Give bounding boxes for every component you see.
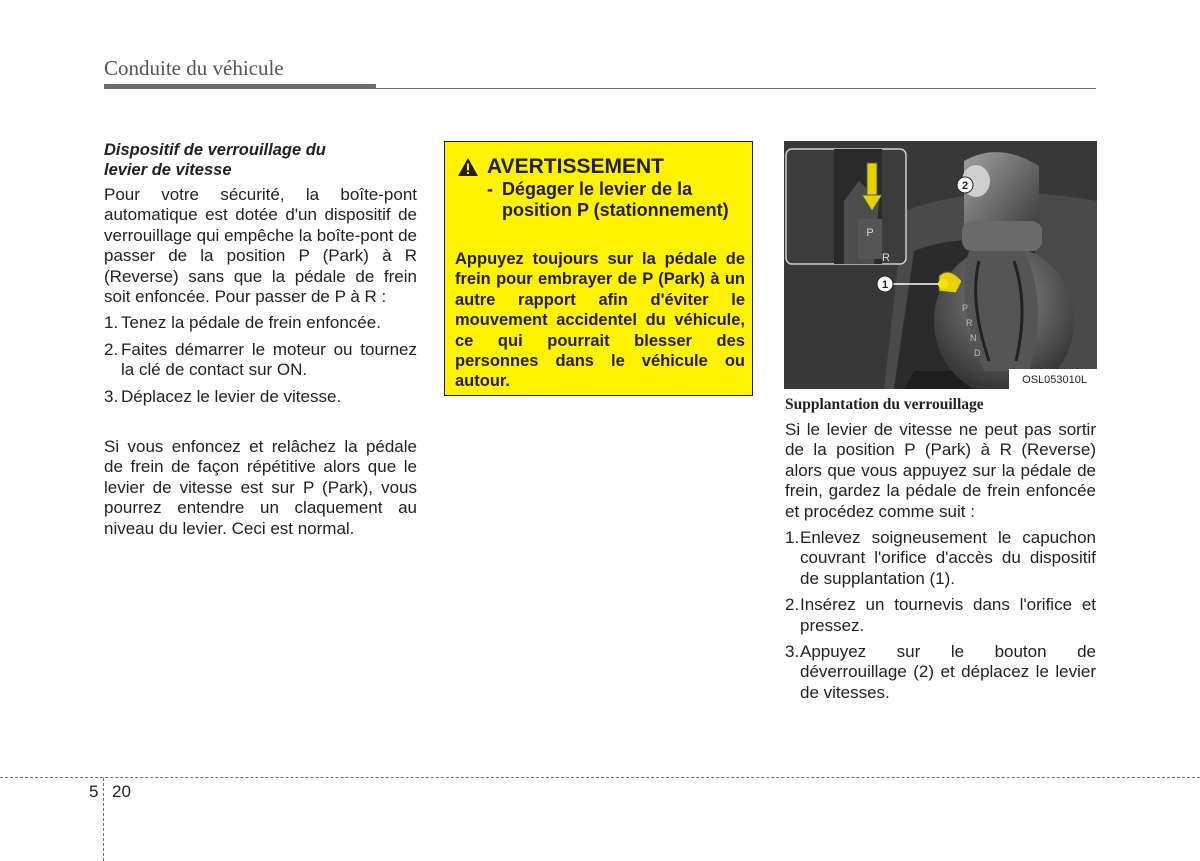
footer-rule: [0, 777, 1200, 778]
section-title-line-2: levier de vitesse: [104, 161, 232, 179]
list-item: [785, 595, 1096, 636]
footer-divider: [103, 778, 104, 861]
section-title: [104, 140, 417, 180]
page-number: 20: [112, 782, 131, 801]
gear-letter-r: R: [882, 252, 890, 264]
list-text: Enlevez soigneusement le capuchon couvrant l'orifice d'accès du dispositif de supplantation (1).: [800, 528, 1096, 588]
list-text: Faites démarrer le moteur ou tournez la clé de contact sur ON.: [121, 339, 417, 380]
note-paragraph: Si vous enfoncez et relâchez la pédale de frein de façon répétitive alors que le levier de vitesse est sur P (Park), vous pourrez entendre un claquement au niveau du levier. Ceci est normal.: [104, 437, 417, 538]
warning-header: [457, 156, 664, 178]
subsection-title: Supplantation du verrouillage: [785, 396, 984, 413]
warning-subtitle-text: Dégager le levier de la position P (stationnement): [502, 179, 729, 220]
header-rule-thin: [376, 88, 1096, 89]
list-item: [785, 642, 1096, 703]
callout-1: 1: [881, 279, 889, 291]
figure-code: OSL053010L: [1022, 374, 1087, 386]
list-item: [104, 387, 417, 407]
warning-triangle-icon: [457, 157, 479, 177]
warning-box: [444, 141, 753, 396]
warning-title: AVERTISSEMENT: [487, 155, 664, 178]
shift-lever-photo: [784, 141, 1097, 389]
override-intro: Si le levier de vitesse ne peut pas sortir de la position P (Park) à R (Reverse) alors que vous appuyez sur la pédale de frein, gardez la pédale de frein enfoncée et procédez comme suit :: [785, 420, 1096, 521]
callout-2: 2: [961, 180, 969, 192]
column-left: [104, 140, 417, 539]
list-text: Appuyez sur le bouton de déverrouillage (2) et déplacez le levier de vitesses.: [800, 642, 1096, 702]
running-header: Conduite du véhicule: [104, 56, 284, 80]
warning-subtitle: [487, 179, 747, 221]
section-title-line-1: Dispositif de verrouillage du: [104, 141, 326, 159]
column-right: [785, 395, 1096, 703]
lever-letter-d: D: [974, 348, 981, 358]
list-item: [104, 313, 417, 333]
list-text: Déplacez le levier de vitesse.: [121, 386, 342, 406]
list-text: Insérez un tournevis dans l'orifice et pressez.: [800, 595, 1096, 635]
intro-paragraph: Pour votre sécurité, la boîte-pont automatique est dotée d'un dispositif de verrouillage qui empêche la boîte-pont de passer de la position P (Park) à R (Reverse) sans que la pédale de frein soit enfoncée. Pour passer de P à R :: [104, 185, 417, 307]
list-item: [785, 528, 1096, 589]
warning-body: Appuyez toujours sur la pédale de frein pour embrayer de P (Park) à un autre rapport afin d'éviter le mouvement accidentel du véhicule, ce qui pourrait blesser des personnes dans le véhicule ou autour.: [455, 250, 745, 391]
list-number: 1.: [104, 313, 119, 333]
warning-subtitle-dash: -: [487, 179, 493, 199]
lever-letter-r: R: [966, 318, 973, 328]
list-number: 1.: [785, 528, 800, 548]
gear-letter-p: P: [866, 227, 874, 239]
list-number: 2.: [104, 339, 119, 359]
list-number: 3.: [785, 642, 800, 662]
list-number: 3.: [104, 386, 119, 406]
shift-lever-illustration: [784, 141, 1097, 389]
lever-letter-n: N: [970, 333, 977, 343]
lever-letter-p: P: [962, 303, 969, 313]
list-item: [104, 340, 417, 381]
list-number: 2.: [785, 595, 800, 615]
section-number: 5: [89, 782, 99, 801]
header-rule-thick: [104, 84, 376, 89]
list-text: Tenez la pédale de frein enfoncée.: [121, 313, 381, 333]
